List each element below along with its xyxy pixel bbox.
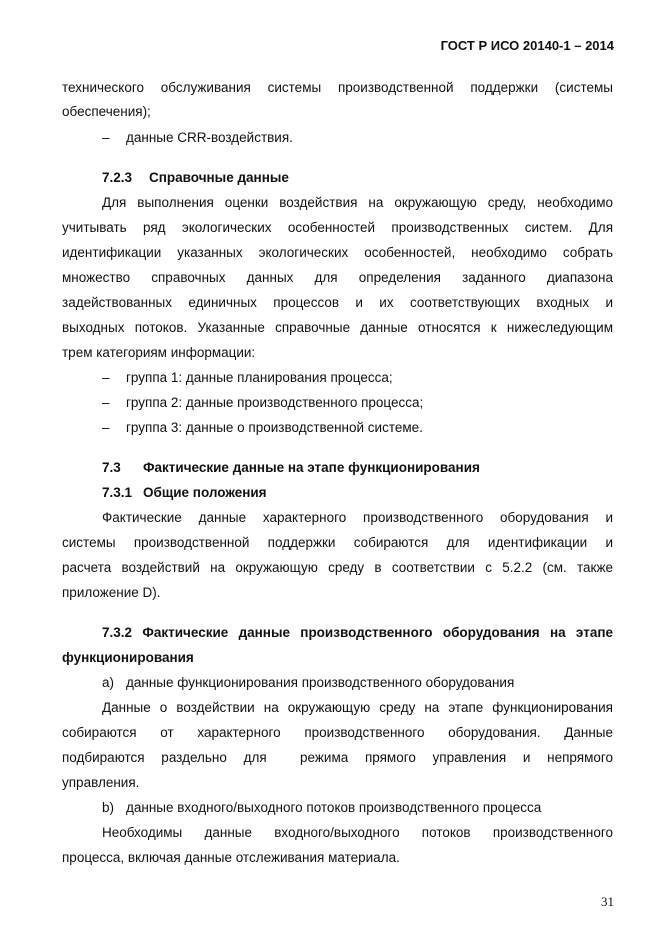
list-dash: – [102,130,110,145]
section-heading-7-2-3 [102,170,289,185]
paragraph-line: Фактические данные характерного производственного оборудования и [102,510,613,525]
section-heading-7-3 [102,460,480,475]
paragraph-line: процесса, включая данные отслеживания материала. [62,850,400,865]
paragraph-line: множество справочных данных для определения заданного диапазона [62,270,613,285]
paragraph-line: трем категориям информации: [62,345,256,360]
section-heading-7-3-2: 7.3.2 Фактические данные производственного оборудования на этапе [102,625,613,640]
paragraph-line: управления. [62,775,140,790]
list-item: данные CRR-воздействия. [126,130,293,145]
section-title: Фактические данные на этапе функционирования [143,460,480,475]
running-header: ГОСТ Р ИСО 20140-1 – 2014 [440,38,614,53]
section-heading-7-3-1 [102,485,267,500]
list-item: группа 2: данные производственного процесса; [126,395,424,410]
paragraph-line: Для выполнения оценки воздействия на окружающую среду, необходимо [102,195,613,210]
paragraph-line: технического обслуживания системы производственной поддержки (системы [62,80,613,95]
paragraph-line: учитывать ряд экологических особенностей производственных систем. Для [62,220,613,235]
paragraph-line: Необходимы данные входного/выходного потоков производственного [102,825,613,840]
paragraph-line: собираются от характерного производственного оборудования. Данные [62,725,613,740]
paragraph-line: выходных потоков. Указанные справочные данные относятся к нижеследующим [62,320,613,335]
list-item: данные функционирования производственного оборудования [126,675,515,690]
list-item: группа 3: данные о производственной системе. [126,420,423,435]
list-marker: b) [102,800,115,815]
paragraph-line: расчета воздействий на окружающую среду в соответствии с 5.2.2 (см. также [62,560,613,575]
list-dash: – [102,395,110,410]
section-title: Общие положения [143,485,267,500]
section-number: 7.3.1 [102,485,133,500]
paragraph-line: задействованных единичных процессов и их соответствующих входных и [62,295,613,310]
page-number: 31 [601,894,614,909]
paragraph-line: системы производственной поддержки собираются для идентификации и [62,535,613,550]
section-number: 7.3 [102,460,121,475]
list-item: данные входного/выходного потоков производственного процесса [126,800,542,815]
paragraph-line: обеспечения); [62,104,151,119]
list-dash: – [102,370,110,385]
list-dash: – [102,420,110,435]
section-title: Справочные данные [149,170,289,185]
paragraph-line: подбираются раздельно для режима прямого управления и непрямого [62,750,613,765]
list-marker: a) [102,675,115,690]
paragraph-line: приложение D). [62,585,161,600]
paragraph-line: Данные о воздействии на окружающую среду на этапе функционирования [102,700,613,715]
paragraph-line: идентификации указанных экологических особенностей, необходимо собрать [62,245,613,260]
list-item: группа 1: данные планирования процесса; [126,370,393,385]
section-heading-7-3-2-cont: функционирования [62,650,194,665]
section-number: 7.2.3 [102,170,133,185]
